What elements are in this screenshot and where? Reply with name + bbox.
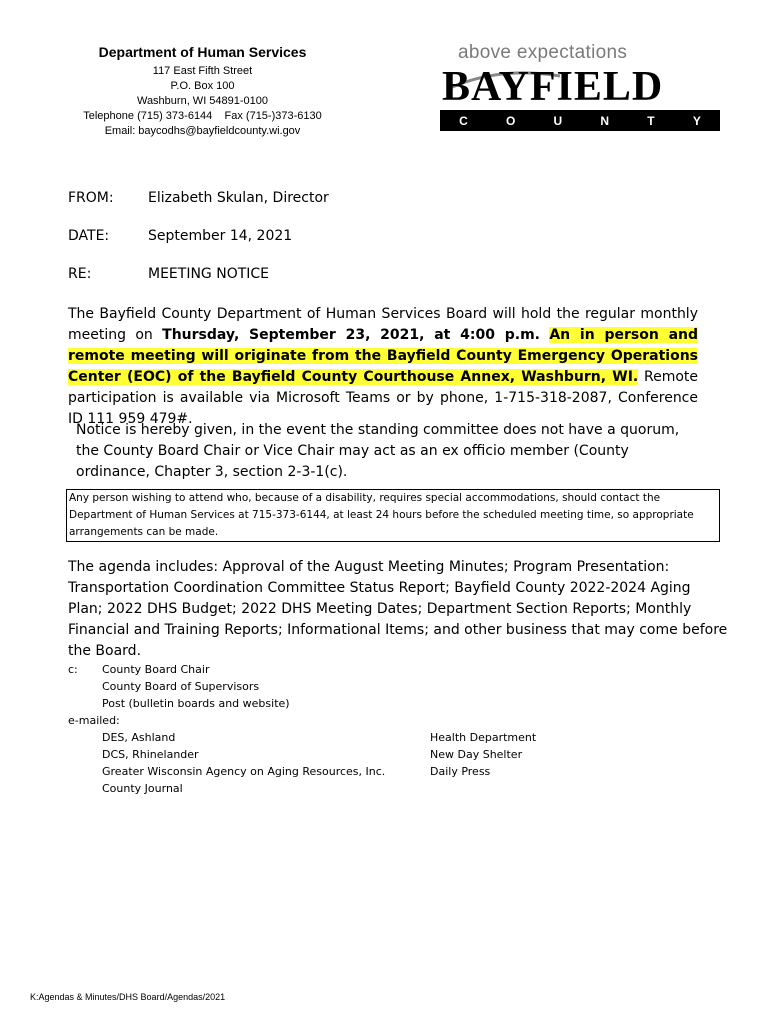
logo-county-bar [440,110,720,131]
cc-item: County Board Chair [102,663,210,676]
accommodation-box: Any person wishing to attend who, because of a disability, requires special accommodations, should contact the Department of Human Services at 715-373-6144, at least 24 hours before the scheduled meeting time, so appropriate arrangements can be made. [66,489,720,542]
meeting-time: Thursday, September 23, 2021, at 4:00 p.m. [162,327,540,343]
re-value: MEETING NOTICE [148,266,270,282]
logo-letter: Y [692,113,701,128]
re-label: RE: [68,266,92,282]
from-value: Elizabeth Skulan, Director [148,190,329,206]
meeting-paragraph [68,304,698,430]
emailed-label: e-mailed: [68,714,120,727]
emailed-item: Greater Wisconsin Agency on Aging Resources, Inc. [102,765,386,778]
remote-text: Remote participation is available via Microsoft Teams or by phone, 1-715-318-2087, Conference ID 111 959 479#. [68,369,699,427]
address-po-box: P.O. Box 100 [170,80,235,92]
bayfield-county-logo [440,42,720,132]
logo-letter: O [505,113,516,128]
file-path-footer: K:Agendas & Minutes/DHS Board/Agendas/2021 [30,992,226,1002]
from-label: FROM: [68,190,114,206]
in-person-highlight: An in person and remote meeting will originate from the Bayfield County Emergency Operations Center (EOC) of the Bayfield County Courthouse Annex, Washburn, WI. [68,327,699,385]
logo-wordmark: BAYFIELD [442,64,664,110]
date-label: DATE: [68,228,110,244]
department-name: Department of Human Services [98,44,307,60]
letterhead [60,44,345,139]
cc-label: c: [68,663,78,676]
emailed-item: New Day Shelter [430,748,523,761]
phone-fax: Telephone (715) 373-6144 Fax (715-)373-6130 [83,110,322,122]
logo-letter: U [553,113,563,128]
cc-item: Post (bulletin boards and website) [102,697,290,710]
logo-letter: T [647,113,655,128]
agenda-paragraph: The agenda includes: Approval of the August Meeting Minutes; Program Presentation: Transportation Coordination Committee Status Report; Bayfield County 2022-2024 Aging Plan; 2022 DHS Budget; 2022 DHS Meeting Dates; Department Section Reports; Monthly Financial and Training Reports; Informational Items; and other business that may come before the Board. [68,559,728,659]
address-street: 117 East Fifth Street [152,65,253,77]
logo-letter: N [600,113,610,128]
emailed-item: Daily Press [430,765,491,778]
emailed-item: DES, Ashland [102,731,176,744]
intro-text: The Bayfield County Department of Human Services Board will hold the regular monthly meeting on [68,306,698,343]
emailed-item: County Journal [102,782,183,795]
emailed-item: Health Department [430,731,537,744]
logo-letter: C [459,113,468,128]
emailed-item: DCS, Rhinelander [102,748,199,761]
cc-item: County Board of Supervisors [102,680,260,693]
date-value: September 14, 2021 [148,228,293,244]
logo-tagline: above expectations [458,42,628,63]
email: Email: baycodhs@bayfieldcounty.wi.gov [104,125,301,137]
quorum-notice: Notice is hereby given, in the event the standing committee does not have a quorum, the County Board Chair or Vice Chair may act as an ex officio member (County ordinance, Chapter 3, section 2-3-1(c). [76,422,680,480]
address-city: Washburn, WI 54891-0100 [136,95,269,107]
